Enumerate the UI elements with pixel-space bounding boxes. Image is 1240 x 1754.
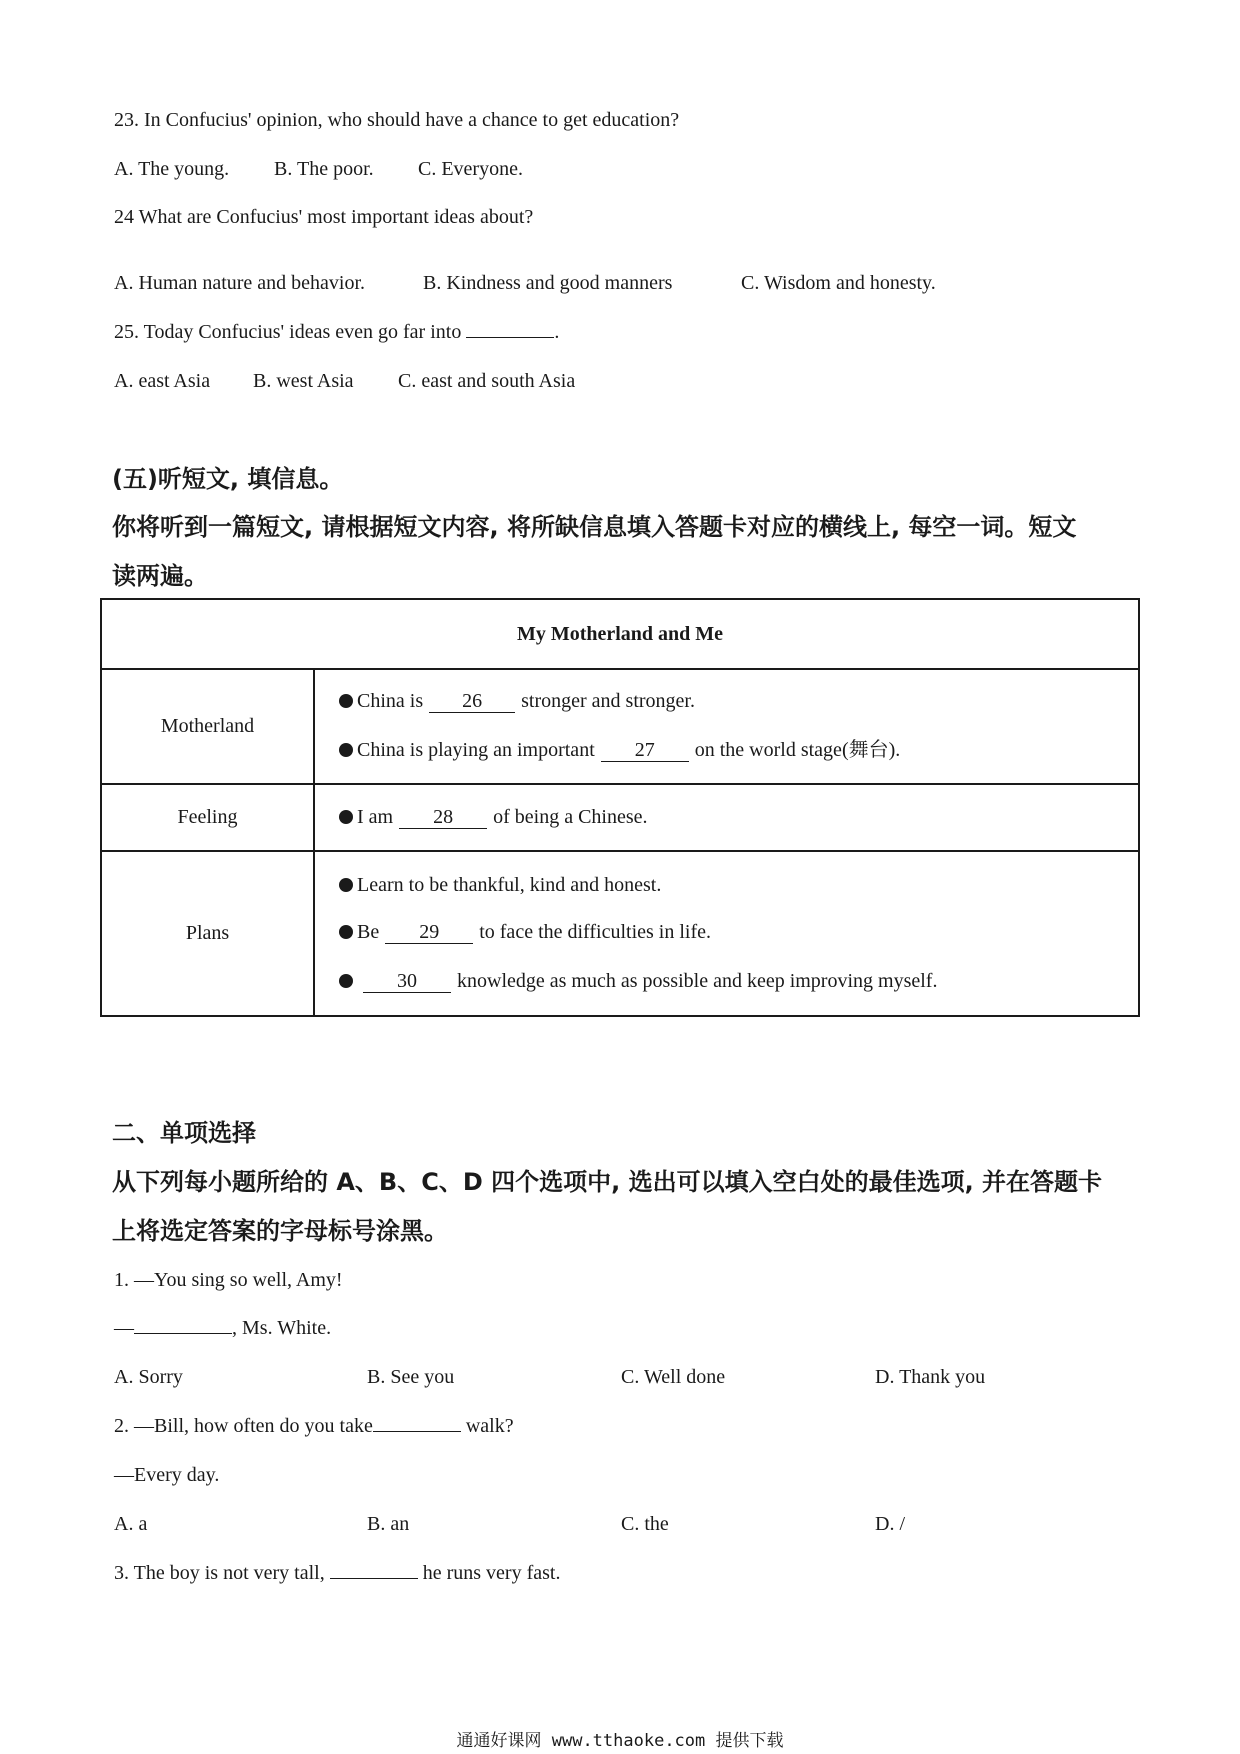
q2-option-a: A. a bbox=[114, 1513, 148, 1535]
item-text: China is playing an important bbox=[357, 739, 595, 761]
q24-question: 24 What are Confucius' most important ideas about? bbox=[114, 206, 534, 228]
item-text: knowledge as much as possible and keep improving myself. bbox=[457, 969, 938, 992]
q25-option-c: C. east and south Asia bbox=[398, 370, 576, 392]
row-content-motherland bbox=[314, 669, 1139, 784]
item-text: stronger and stronger. bbox=[521, 690, 695, 712]
q1-option-c: C. Well done bbox=[621, 1366, 726, 1388]
bullet-icon bbox=[339, 878, 353, 892]
q25-question bbox=[114, 322, 559, 342]
row-content-plans bbox=[314, 851, 1139, 1016]
bullet-icon bbox=[339, 810, 353, 824]
item-text: China is bbox=[357, 690, 424, 712]
q1-blank bbox=[134, 1332, 232, 1334]
q25-blank bbox=[466, 336, 554, 338]
section5-instruction-2: 读两遍。 bbox=[112, 562, 208, 590]
answer-blank: 26 bbox=[429, 691, 515, 713]
q2-option-c: C. the bbox=[621, 1513, 669, 1535]
q2-option-d: D. / bbox=[875, 1513, 905, 1535]
item-text: Learn to be thankful, kind and honest. bbox=[357, 873, 662, 896]
answer-blank: 27 bbox=[601, 740, 689, 762]
item-text: on the world stage(舞台). bbox=[694, 739, 901, 761]
table-item bbox=[339, 922, 1137, 944]
q2-blank bbox=[373, 1430, 461, 1432]
section2-heading: 二、单项选择 bbox=[112, 1119, 256, 1147]
section5-heading: (五)听短文, 填信息。 bbox=[112, 465, 344, 493]
answer-blank: 28 bbox=[399, 807, 487, 829]
q24-option-c: C. Wisdom and honesty. bbox=[741, 272, 936, 294]
table-item bbox=[339, 740, 1137, 762]
q1-line1: 1. —You sing so well, Amy! bbox=[114, 1269, 343, 1291]
q2-text-before: 2. —Bill, how often do you take bbox=[114, 1415, 373, 1437]
item-text: Be bbox=[357, 920, 380, 943]
q23-option-b: B. The poor. bbox=[274, 158, 374, 180]
table-item bbox=[339, 875, 1137, 895]
q23-question: 23. In Confucius' opinion, who should have a chance to get education? bbox=[114, 109, 680, 131]
row-label-motherland: Motherland bbox=[101, 669, 314, 784]
q23-option-c: C. Everyone. bbox=[418, 158, 523, 180]
bullet-icon bbox=[339, 743, 353, 757]
table-title: My Motherland and Me bbox=[101, 599, 1139, 669]
section2-instruction-1: 从下列每小题所给的 A、B、C、D 四个选项中, 选出可以填入空白处的最佳选项, 并在答题卡 bbox=[112, 1168, 1103, 1196]
q1-option-b: B. See you bbox=[367, 1366, 455, 1388]
table-row-plans bbox=[101, 851, 1139, 1016]
q25-option-a: A. east Asia bbox=[114, 370, 211, 392]
q24-option-a: A. Human nature and behavior. bbox=[114, 272, 366, 294]
q1-option-a: A. Sorry bbox=[114, 1366, 183, 1388]
bullet-icon bbox=[339, 974, 353, 988]
row-content-feeling bbox=[314, 784, 1139, 851]
table-row-motherland bbox=[101, 669, 1139, 784]
q1-text-before: — bbox=[114, 1317, 134, 1339]
answer-blank: 29 bbox=[385, 922, 473, 944]
q2-line2: —Every day. bbox=[114, 1464, 220, 1486]
info-table bbox=[100, 598, 1140, 1017]
bullet-icon bbox=[339, 925, 353, 939]
table-item bbox=[339, 971, 1137, 993]
item-text: to face the difficulties in life. bbox=[479, 920, 711, 943]
q25-text-before: 25. Today Confucius' ideas even go far into bbox=[114, 321, 467, 343]
row-label-plans: Plans bbox=[101, 851, 314, 1016]
q3-blank bbox=[330, 1577, 418, 1579]
q3-line1 bbox=[114, 1563, 560, 1583]
q2-option-b: B. an bbox=[367, 1513, 410, 1535]
bullet-icon bbox=[339, 694, 353, 708]
q1-option-d: D. Thank you bbox=[875, 1366, 986, 1388]
table-row-feeling bbox=[101, 784, 1139, 851]
item-text: I am bbox=[357, 805, 394, 828]
q3-text-after: he runs very fast. bbox=[417, 1562, 561, 1584]
section2-instruction-2: 上将选定答案的字母标号涂黑。 bbox=[112, 1217, 448, 1245]
answer-blank: 30 bbox=[363, 971, 451, 993]
item-text: of being a Chinese. bbox=[493, 805, 648, 828]
table-item bbox=[339, 807, 1137, 829]
q1-line2 bbox=[114, 1318, 331, 1338]
q3-text-before: 3. The boy is not very tall, bbox=[114, 1562, 330, 1584]
q25-text-after: . bbox=[554, 321, 560, 343]
row-label-feeling: Feeling bbox=[101, 784, 314, 851]
q2-text-after: walk? bbox=[460, 1415, 514, 1437]
q1-text-after: , Ms. White. bbox=[232, 1317, 332, 1339]
q25-option-b: B. west Asia bbox=[253, 370, 354, 392]
footer-watermark: 通通好课网 www.tthaoke.com 提供下载 bbox=[456, 1731, 784, 1751]
q2-line1 bbox=[114, 1416, 514, 1436]
section5-instruction-1: 你将听到一篇短文, 请根据短文内容, 将所缺信息填入答题卡对应的横线上, 每空一词。短文 bbox=[112, 513, 1077, 541]
table-item bbox=[339, 691, 1137, 713]
table-title-row bbox=[101, 599, 1139, 669]
q23-option-a: A. The young. bbox=[114, 158, 230, 180]
q24-option-b: B. Kindness and good manners bbox=[423, 272, 673, 294]
